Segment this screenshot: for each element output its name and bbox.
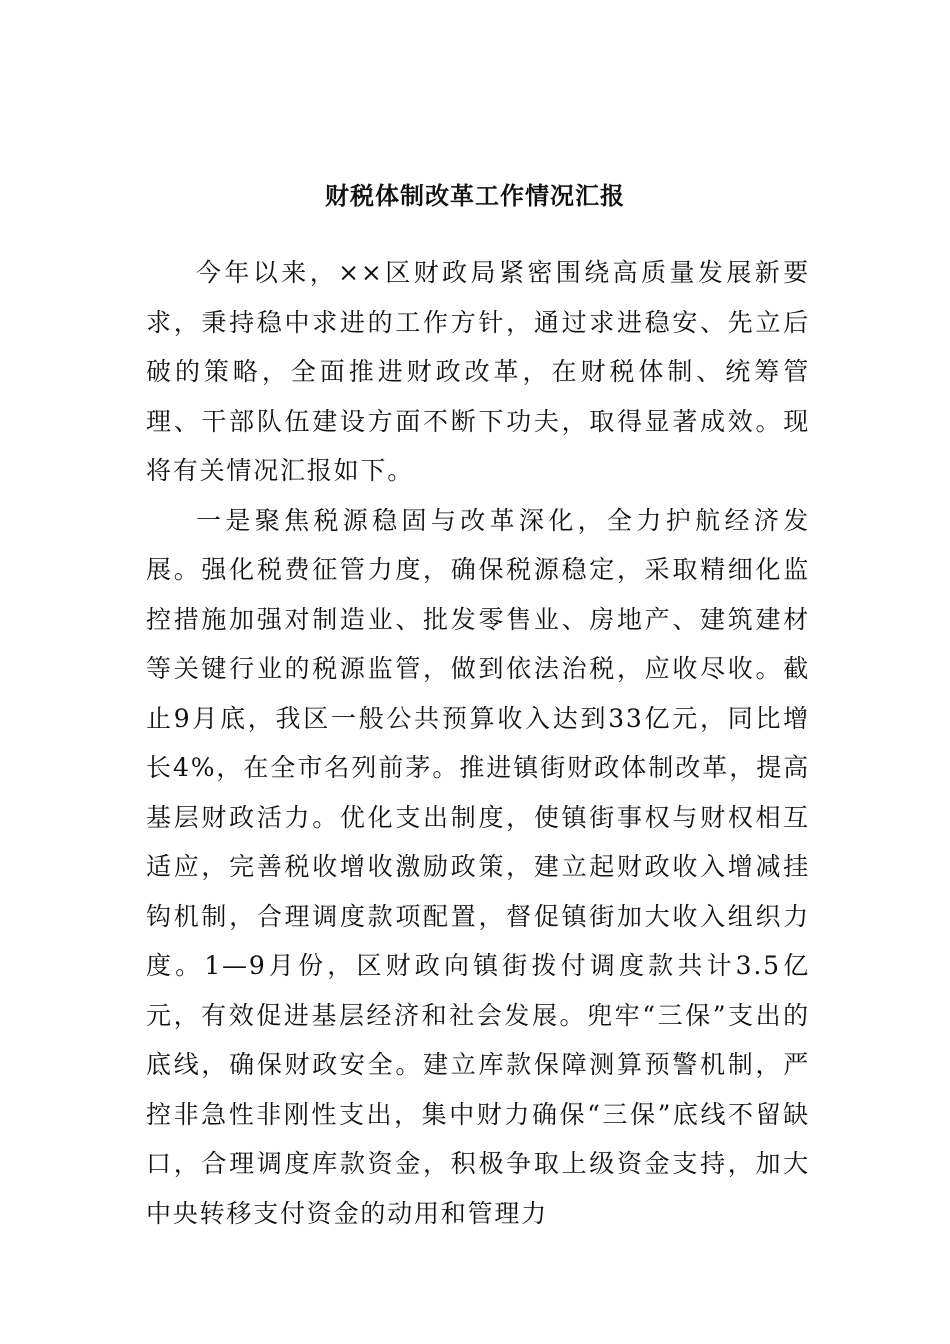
paragraph-intro: 今年以来，××区财政局紧密围绕高质量发展新要求，秉持稳中求进的工作方针，通过求进稳安、先立后破的策略，全面推进财政改革，在财税体制、统筹管理、干部队伍建设方面不断下功夫，取得显著成效。现将有关情况汇报如下。	[146, 258, 810, 485]
paragraph-section-one: 一是聚焦税源稳固与改革深化，全力护航经济发展。强化税费征管力度，确保税源稳定，采取精细化监控措施加强对制造业、批发零售业、房地产、建筑建材等关键行业的税源监管，做到依法治税，应收尽收。截止9月底，我区一般公共预算收入达到33亿元，同比增长4%，在全市名列前茅。推进镇街财政体制改革，提高基层财政活力。优化支出制度，使镇街事权与财权相互适应，完善税收增收激励政策，建立起财政收入增减挂钩机制，合理调度款项配置，督促镇街加大收入组织力度。1—9月份，区财政向镇街拨付调度款共计3.5亿元，有效促进基层经济和社会发展。兜牢“三保”支出的底线，确保财政安全。建立库款保障测算预警机制，严控非急性非刚性支出，集中财力确保“三保”底线不留缺口，合理调度库款资金，积极争取上级资金支持，加大中央转移支付资金的动用和管理力	[146, 505, 810, 1228]
document-title: 财税体制改革工作情况汇报	[325, 181, 625, 211]
document-body	[146, 248, 810, 1238]
